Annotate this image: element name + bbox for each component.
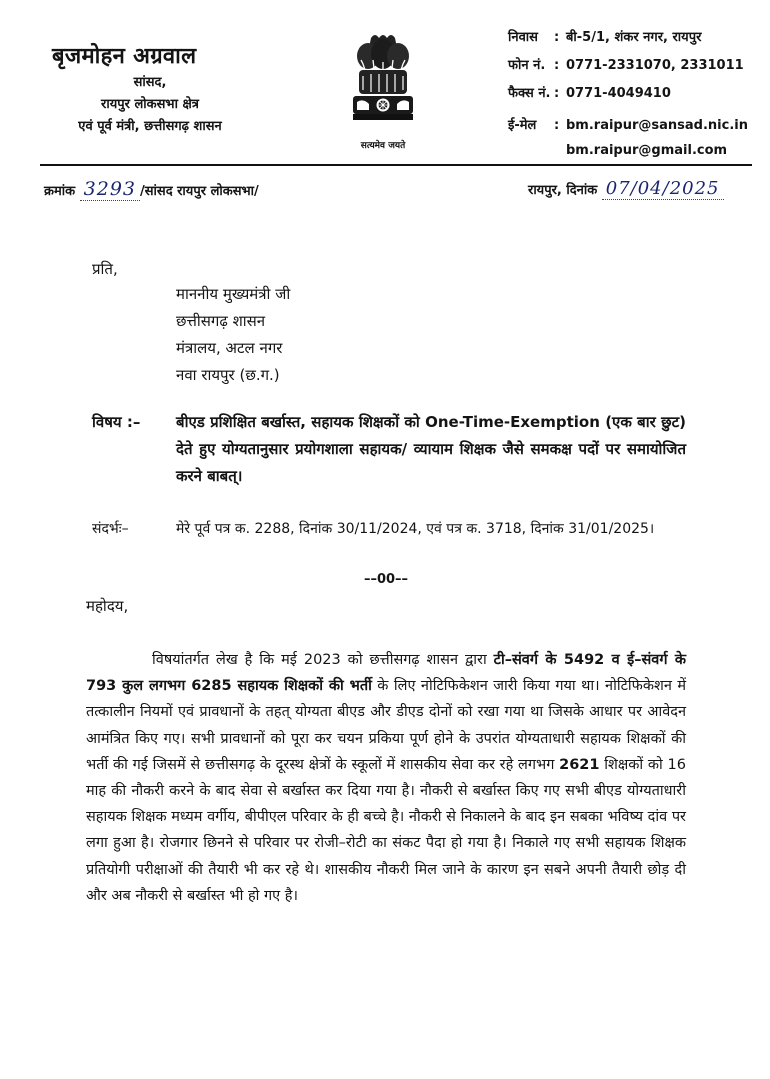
email-link[interactable]: bm.raipur@gmail.com [566, 143, 728, 158]
contact-row [508, 52, 758, 80]
sender-name: बृजमोहन अग्रवाल [52, 44, 197, 69]
sender-line: सांसद, [133, 75, 167, 90]
reference-text: मेरे पूर्व पत्र क. 2288, दिनांक 30/11/2024, एवं पत्र क. 3718, दिनांक 31/01/2025। [176, 521, 655, 537]
sender-designation [40, 72, 260, 138]
letterhead-divider [40, 164, 752, 166]
kramank-number: 3293 [80, 178, 140, 201]
paragraph-bold-text: टी–संवर्ग के 5492 व ई–संवर्ग के 793 कुल लगभग 6285 सहायक शिक्षकों की भर्ती [86, 652, 687, 695]
subject-text: बीएड प्रशिक्षित बर्खास्त, सहायक शिक्षकों को One-Time-Exemption (एक बार छुट) देते हुए योग्यतानुसार प्रयोगशाला सहायक/ व्यायाम शिक्षक जैसे समकक्ष पदों पर समायोजित करने बाबत्। [176, 413, 686, 485]
contact-label [508, 140, 566, 162]
contact-row [508, 112, 758, 140]
date-label: रायपुर, दिनांक [528, 183, 598, 198]
paragraph-bold-text: 2621 [559, 756, 600, 773]
kramank-suffix: /सांसद रायपुर लोकसभा/ [140, 184, 259, 199]
section-separator: ––00–– [363, 572, 409, 587]
contact-row [508, 80, 758, 108]
reference-number-line [44, 178, 259, 200]
kramank-label: क्रमांक [44, 184, 76, 199]
letter-date-line [528, 178, 724, 199]
contact-value: बी-5/1, शंकर नगर, रायपुर [566, 30, 702, 45]
contact-sep: : [554, 86, 560, 101]
contact-label: फैक्स नं. [508, 86, 551, 101]
sender-line: रायपुर लोकसभा क्षेत्र [101, 97, 199, 112]
contact-value: 0771-2331070, 2331011 [566, 58, 744, 73]
contact-block [508, 24, 758, 162]
contact-sep: : [554, 118, 560, 133]
national-emblem [343, 30, 423, 150]
contact-sep: : [554, 30, 560, 45]
paragraph-text: विषयांतर्गत लेख है कि मई 2023 को छत्तीसगढ़ शासन द्वारा [152, 652, 494, 668]
recipient-address [176, 281, 290, 389]
email-link[interactable]: bm.raipur@sansad.nic.in [566, 118, 748, 133]
paragraph-text: शिक्षकों को 16 माह की नौकरी करने के बाद सेवा से बर्खास्त कर दिया गया है। नौकरी से बर्खास्त किए गए सभी बीएड योग्यताधारी सहायक शिक्षक मध्यम वर्गीय, बीपीएल परिवार के ही बच्चे है। नौकरी से निकालने के बाद इन सबका भविष्य दांव पर लगा हुआ है। रोजगार छिनने से परिवार पर रोजी–रोटी का संकट पैदा हो गया है। निकाले गए सभी सहायक शिक्षक प्रतियोगी परीक्षाओं की तैयारी भी कर रहे थे। शासकीय नौकरी मिल जाने के कारण इन सबने अपनी तैयारी छोड़ दी और अब नौकरी से बर्खास्त भी हो गए है। [86, 756, 686, 904]
paragraph-text: के लिए नोटिफिकेशन जारी किया गया था। नोटिफिकेशन में तत्कालीन नियमों एवं प्रावधानों के तहत् योग्यता बीएड और डीएड दोनों को रखा गया था जिसके आधार पर आवेदन आमंत्रित किए गए। सभी प्रावधानों को पूरा कर चयन प्रकिया पूर्ण होने के उपरांत योग्यताधारी सहायक शिक्षकों की भर्ती की गई जिसमें से छत्तीसगढ़ के दूरस्थ क्षेत्रों के स्कूलों में शासकीय सेवा कर रहे लगभग [86, 678, 686, 773]
emblem-motto: सत्यमेव जयते [360, 141, 406, 151]
contact-row [508, 24, 758, 52]
contact-value: 0771-4049410 [566, 86, 671, 101]
recipient-line: माननीय मुख्यमंत्री जी [176, 285, 291, 303]
contact-sep: : [554, 58, 560, 73]
salutation: महोदय, [86, 597, 129, 615]
sender-line: एवं पूर्व मंत्री, छत्तीसगढ़ शासन [78, 119, 222, 134]
contact-label: निवास [508, 30, 538, 45]
ashoka-lion-capital-icon [343, 30, 423, 150]
contact-label: ई-मेल [508, 118, 537, 133]
prati-label: प्रति, [92, 260, 118, 278]
recipient-line: छत्तीसगढ़ शासन [176, 312, 266, 330]
contact-row [508, 140, 758, 162]
date-value: 07/04/2025 [602, 178, 724, 200]
body-paragraph [86, 647, 686, 909]
reference-label: संदर्भः– [92, 521, 129, 537]
contact-label: फोन नं. [508, 58, 546, 73]
subject-label: विषय :– [92, 413, 141, 431]
recipient-line: मंत्रालय, अटल नगर [176, 339, 283, 357]
recipient-line: नवा रायपुर (छ.ग.) [176, 366, 280, 384]
